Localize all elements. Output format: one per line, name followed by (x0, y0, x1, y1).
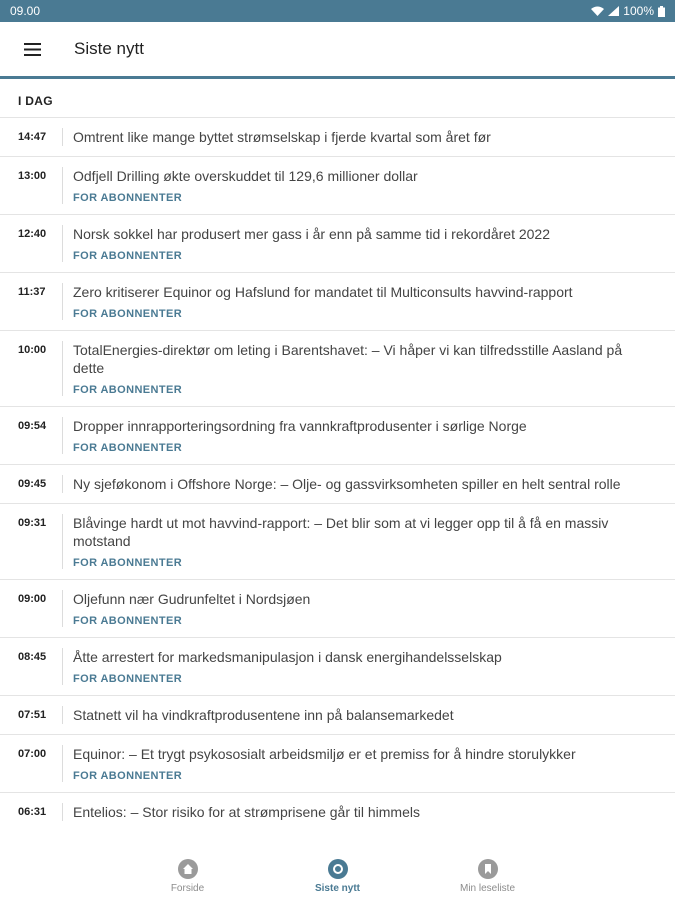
news-time: 13:00 (18, 170, 47, 182)
news-item[interactable] (0, 637, 675, 695)
section-header-today: I DAG (18, 94, 53, 108)
news-body (62, 803, 675, 821)
news-body (62, 475, 675, 493)
news-item[interactable] (0, 330, 675, 406)
news-title[interactable]: Oljefunn nær Gudrunfeltet i Nordsjøen (73, 591, 311, 607)
news-time: 14:47 (18, 131, 47, 143)
subscriber-badge: FOR ABONNENTER (73, 442, 183, 454)
signal-icon (608, 6, 619, 16)
subscriber-badge: FOR ABONNENTER (73, 308, 183, 320)
nav-latest-news[interactable] (263, 827, 413, 900)
news-item[interactable] (0, 214, 675, 272)
nav-reading-list-label: Min leseliste (459, 883, 516, 894)
news-item[interactable] (0, 579, 675, 637)
subscriber-badge: FOR ABONNENTER (73, 615, 183, 627)
news-time: 10:00 (18, 344, 47, 356)
news-body (62, 417, 675, 454)
news-item[interactable] (0, 406, 675, 464)
status-bar (0, 0, 675, 22)
latest-news-icon (328, 859, 348, 879)
news-time: 12:40 (18, 228, 47, 240)
news-title[interactable]: Norsk sokkel har produsert mer gass i år enn på samme tid i rekordåret 2022 (73, 226, 550, 242)
news-title[interactable]: Zero kritiserer Equinor og Hafslund for mandatet til Multiconsults havvind-rapport (73, 284, 573, 300)
status-icons (591, 4, 665, 18)
subscriber-badge: FOR ABONNENTER (73, 673, 183, 685)
battery-level: 100% (623, 4, 654, 18)
bookmark-icon (478, 859, 498, 879)
page-title: Siste nytt (74, 39, 144, 58)
nav-home[interactable] (113, 827, 263, 900)
wifi-icon (591, 6, 604, 16)
news-time: 07:00 (18, 748, 47, 760)
news-item[interactable] (0, 503, 675, 579)
home-icon (178, 859, 198, 879)
subscriber-badge: FOR ABONNENTER (73, 770, 183, 782)
news-title[interactable]: Ny sjeføkonom i Offshore Norge: – Olje- og gassvirksomheten spiller en helt sentral rolle (73, 476, 621, 492)
subscriber-badge: FOR ABONNENTER (73, 384, 183, 396)
news-body (62, 283, 675, 320)
news-time: 07:51 (18, 709, 47, 721)
news-body (62, 167, 675, 204)
news-title[interactable]: Equinor: – Et trygt psykososialt arbeidsmiljø er et premiss for å hindre storulykker (73, 746, 576, 762)
news-body (62, 745, 675, 782)
news-body (62, 225, 675, 262)
news-title[interactable]: Omtrent like mange byttet strømselskap i fjerde kvartal som året før (73, 129, 491, 145)
news-time: 09:00 (18, 593, 47, 605)
battery-icon (658, 6, 665, 17)
news-time: 09:45 (18, 478, 47, 490)
news-body (62, 514, 675, 569)
news-title[interactable]: Blåvinge hardt ut mot havvind-rapport: – Det blir som at vi legger opp til å få en massiv motstand (73, 515, 609, 549)
nav-home-label: Forside (170, 883, 205, 894)
subscriber-badge: FOR ABONNENTER (73, 192, 183, 204)
app-bar (0, 22, 675, 79)
hamburger-icon (24, 43, 41, 56)
news-time: 08:45 (18, 651, 47, 663)
news-title[interactable]: Dropper innrapporteringsordning fra vannkraftprodusenter i sørlige Norge (73, 418, 527, 434)
news-item[interactable] (0, 464, 675, 503)
news-time: 09:54 (18, 420, 47, 432)
news-time: 06:31 (18, 806, 47, 818)
nav-latest-news-label: Siste nytt (314, 883, 360, 894)
status-time: 09.00 (10, 4, 41, 18)
subscriber-badge: FOR ABONNENTER (73, 557, 183, 569)
news-title[interactable]: Åtte arrestert for markedsmanipulasjon i dansk energihandelsselskap (73, 649, 502, 665)
news-container (0, 117, 675, 827)
bottom-navigation (0, 827, 675, 900)
news-item[interactable] (0, 117, 675, 156)
news-body (62, 590, 675, 627)
news-item[interactable] (0, 734, 675, 792)
menu-button[interactable] (0, 21, 64, 78)
news-title[interactable]: Statnett vil ha vindkraftprodusentene inn på balansemarkedet (73, 707, 454, 723)
news-body (62, 706, 675, 724)
news-body (62, 648, 675, 685)
news-item[interactable] (0, 792, 675, 827)
subscriber-badge: FOR ABONNENTER (73, 250, 183, 262)
news-time: 11:37 (18, 286, 46, 298)
nav-reading-list[interactable] (413, 827, 563, 900)
news-list[interactable] (0, 82, 675, 827)
news-title[interactable]: Odfjell Drilling økte overskuddet til 129,6 millioner dollar (73, 168, 418, 184)
news-item[interactable] (0, 156, 675, 214)
news-title[interactable]: TotalEnergies-direktør om leting i Barentshavet: – Vi håper vi kan tilfredsstille Aasland på dette (73, 342, 623, 376)
news-title[interactable]: Entelios: – Stor risiko for at strømprisene går til himmels (73, 804, 420, 820)
news-time: 09:31 (18, 517, 47, 529)
news-item[interactable] (0, 695, 675, 734)
news-item[interactable] (0, 272, 675, 330)
news-body (62, 128, 675, 146)
news-body (62, 341, 675, 396)
